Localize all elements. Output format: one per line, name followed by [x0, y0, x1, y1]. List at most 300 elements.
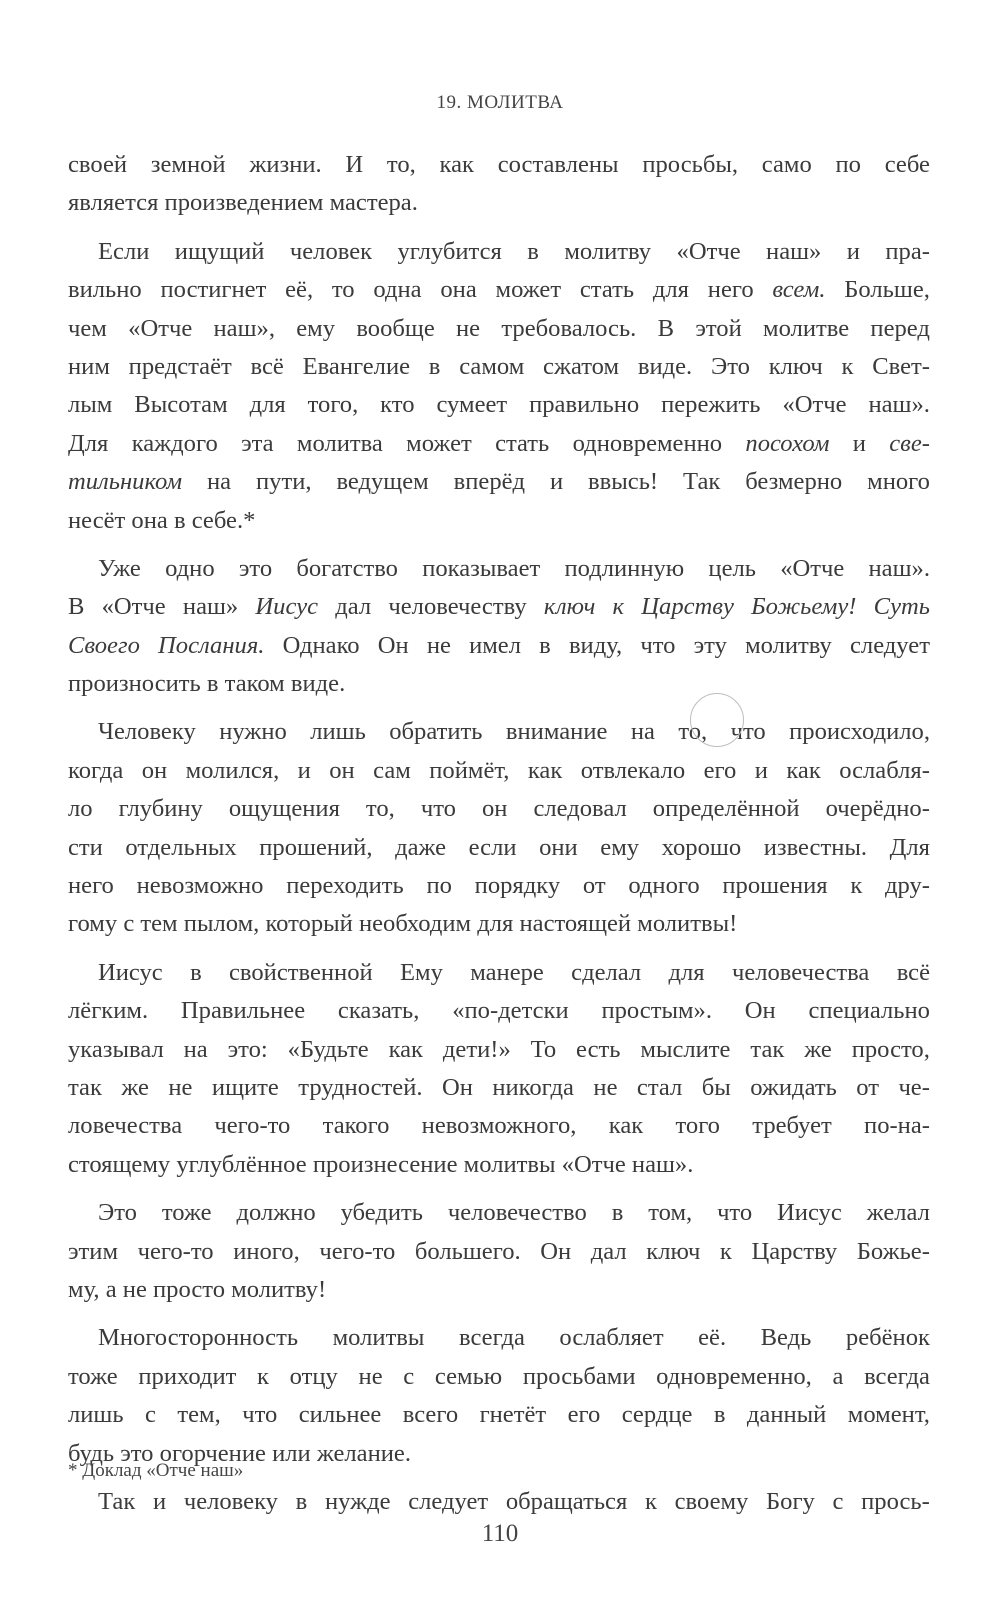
word: Ему	[400, 958, 443, 986]
word: него	[68, 872, 114, 900]
word: наш»,	[213, 314, 275, 342]
text-line	[68, 954, 930, 992]
word: правильно	[529, 391, 640, 419]
word: требует	[752, 1112, 832, 1140]
text-line	[68, 348, 930, 386]
word: вообще	[356, 314, 435, 342]
word: прошения	[722, 872, 828, 900]
word: чего-то	[137, 1237, 214, 1265]
word: огорчение	[159, 1439, 273, 1467]
word: просьбами	[522, 1362, 636, 1390]
word: как	[527, 756, 563, 784]
word: и	[549, 468, 564, 496]
word: одного	[628, 872, 700, 900]
text-line	[68, 1069, 930, 1107]
word: дал	[590, 1237, 627, 1265]
footnote: * Доклад «Отче наш»	[68, 1460, 244, 1481]
word: молитву!	[231, 1275, 327, 1303]
word: Многосторонность	[98, 1324, 299, 1352]
word: что	[730, 718, 766, 746]
word: Иисус	[98, 958, 163, 986]
word: стал	[636, 1073, 683, 1101]
word: того	[675, 1112, 720, 1140]
word: следует	[408, 1487, 489, 1515]
text-line	[68, 1146, 930, 1184]
word: на	[183, 1035, 208, 1063]
word: в	[428, 352, 441, 380]
word: данный	[746, 1401, 827, 1429]
word: Царству	[751, 1237, 838, 1265]
word: виде.	[290, 670, 346, 698]
word: в	[173, 506, 192, 534]
word: в	[611, 1199, 624, 1227]
word: ключ	[543, 593, 596, 621]
word: стать	[495, 429, 550, 457]
word: вперёд	[453, 468, 526, 496]
word: так	[750, 1035, 785, 1063]
word: никогда	[492, 1073, 574, 1101]
word: гнетёт	[479, 1401, 547, 1429]
word: составлены	[497, 151, 619, 178]
word: как	[439, 151, 474, 178]
word: такого	[322, 1112, 390, 1140]
word: то	[331, 276, 355, 304]
word: желал	[866, 1199, 930, 1227]
word: «Отче	[561, 1150, 632, 1178]
word: в	[295, 1487, 308, 1515]
word: дру-	[885, 872, 930, 900]
text-line	[68, 233, 930, 271]
word: убедить	[340, 1199, 423, 1227]
word: посохом	[745, 429, 830, 457]
word: просто	[153, 1275, 232, 1303]
word: него	[707, 276, 754, 304]
word: сильнее	[298, 1401, 382, 1429]
word: самом	[459, 352, 525, 380]
word: Он	[377, 631, 409, 659]
word: простым».	[601, 997, 713, 1025]
word: её,	[285, 276, 314, 304]
word: её.	[698, 1324, 727, 1352]
word: Евангелие	[302, 352, 411, 380]
word: ведущем	[336, 468, 429, 496]
word: от	[856, 1073, 879, 1101]
word: к	[850, 872, 863, 900]
word: в	[527, 237, 539, 265]
word: в	[206, 670, 225, 698]
word: свойственной	[229, 958, 373, 986]
word: хорошо	[661, 833, 742, 861]
word: то,	[365, 795, 395, 823]
word: имел	[469, 631, 521, 659]
word: она	[131, 506, 174, 534]
word: настоящей	[519, 910, 638, 938]
word: следует	[850, 631, 930, 659]
word: Иисус	[255, 593, 319, 621]
text-line	[68, 790, 930, 828]
word: на	[207, 468, 232, 496]
word: что	[242, 1401, 278, 1429]
word: есть	[576, 1035, 621, 1063]
word: нужно	[219, 718, 287, 746]
word: ослабля-	[839, 756, 930, 784]
word: ним	[68, 352, 110, 380]
word: В	[68, 593, 85, 621]
word: и	[754, 756, 768, 784]
word: «по-детски	[452, 997, 569, 1025]
word: к	[257, 1362, 269, 1390]
word: обращаться	[505, 1487, 628, 1515]
word: эту	[693, 631, 727, 659]
word: че-	[898, 1073, 930, 1101]
word: Это	[98, 1199, 137, 1227]
word: или	[272, 1439, 317, 1467]
word: пути,	[256, 468, 312, 496]
word: ключ	[646, 1237, 701, 1265]
word: момент,	[847, 1401, 930, 1429]
word: всё	[896, 958, 930, 986]
word: не	[358, 1362, 383, 1390]
word: Иисус	[777, 1199, 842, 1227]
word: обратить	[389, 718, 483, 746]
word: отвлекало	[580, 756, 686, 784]
word: что	[717, 1199, 753, 1227]
word: стать	[579, 276, 635, 304]
text-line	[68, 992, 930, 1030]
word: пылом,	[183, 910, 266, 938]
text-line	[68, 1319, 930, 1357]
text-line	[68, 1396, 930, 1434]
word: Уже	[98, 554, 141, 582]
text-line	[68, 146, 930, 184]
word: переходить	[286, 872, 404, 900]
word: своей	[68, 151, 128, 178]
word: желание.	[316, 1439, 411, 1467]
text-line	[68, 1483, 930, 1521]
text-line	[68, 502, 930, 540]
word: и	[852, 429, 866, 457]
word: же	[121, 1073, 149, 1101]
word: виду,	[568, 631, 623, 659]
word: В	[657, 314, 675, 342]
page-number: 110	[481, 1520, 519, 1547]
word: сумеет	[436, 391, 508, 419]
word: стоящему	[68, 1150, 177, 1178]
word: Суть	[873, 593, 930, 621]
word: человеку	[183, 1487, 278, 1515]
word: богатство	[296, 554, 398, 582]
text-line	[68, 713, 930, 751]
word: к	[841, 352, 854, 380]
word: его	[703, 756, 737, 784]
word: одновременно,	[656, 1362, 812, 1390]
word: «Отче	[782, 391, 847, 419]
word: Это	[710, 352, 750, 380]
word: Послания.	[158, 631, 265, 659]
word: показывает	[422, 554, 541, 582]
word: жизни.	[249, 151, 322, 178]
word: наш»	[182, 593, 239, 621]
word: его	[567, 1401, 601, 1429]
running-head: 19. МОЛИТВА	[436, 92, 564, 113]
word: Человеку	[98, 718, 196, 746]
word: углублённое	[176, 1150, 313, 1178]
word: Так	[98, 1487, 136, 1515]
word: Он	[540, 1237, 572, 1265]
word: что	[420, 795, 456, 823]
word: таком	[224, 670, 291, 698]
word: лёгким.	[68, 997, 149, 1025]
text-line	[68, 829, 930, 867]
word: как	[786, 756, 821, 784]
word: что	[640, 631, 676, 659]
text-line	[68, 425, 930, 463]
text-line	[68, 1233, 930, 1271]
word: молитвы	[463, 1150, 562, 1178]
word: человечеству	[388, 593, 527, 621]
word: вильно	[68, 276, 142, 304]
word: сам	[373, 756, 411, 784]
word: наш».	[868, 391, 930, 419]
text-line	[68, 463, 930, 501]
word: тоже	[68, 1362, 118, 1390]
word: очерёдно-	[825, 795, 930, 823]
word: не	[456, 314, 481, 342]
word: произведением	[164, 189, 330, 217]
word: безмерно	[745, 468, 843, 496]
word: к	[644, 1487, 657, 1515]
word: молитвы	[332, 1324, 425, 1352]
word: предстаёт	[128, 352, 232, 380]
word: с	[145, 1401, 156, 1429]
word: Божье-	[856, 1237, 930, 1265]
word: ожидать	[750, 1073, 837, 1101]
text-line	[68, 271, 930, 309]
word: Свет-	[872, 352, 930, 380]
word: себе	[884, 151, 930, 178]
word: одновременно	[572, 429, 723, 457]
word: Для	[889, 833, 930, 861]
word: тем	[140, 910, 184, 938]
text-line	[68, 550, 930, 588]
word: чего-то	[319, 1237, 396, 1265]
word: это	[238, 554, 273, 582]
word: для	[668, 958, 705, 986]
word: прось-	[861, 1487, 930, 1515]
word: то,	[678, 718, 708, 746]
word: к	[719, 1237, 732, 1265]
word: том,	[648, 1199, 693, 1227]
word: Для	[68, 429, 109, 457]
word: он	[329, 756, 355, 784]
word: будь	[68, 1439, 121, 1467]
word: И	[345, 151, 364, 178]
word: так	[68, 1073, 102, 1101]
word: много	[867, 468, 930, 496]
word: Своего	[68, 631, 140, 659]
word: того,	[307, 391, 359, 419]
word: невозможного,	[421, 1112, 577, 1140]
word: Так	[683, 468, 721, 496]
word: чем	[68, 314, 107, 342]
word: и	[846, 237, 860, 265]
word: порядку	[474, 872, 561, 900]
word: сказать,	[337, 997, 420, 1025]
word: молитве	[763, 314, 850, 342]
word: Ведь	[760, 1324, 812, 1352]
word: а	[832, 1362, 844, 1390]
word: указывал	[68, 1035, 164, 1063]
word: наш»	[766, 237, 822, 265]
word: может	[406, 429, 472, 457]
text-line	[68, 752, 930, 790]
word: специально	[808, 997, 930, 1025]
word: то,	[386, 151, 416, 178]
word: мастера.	[329, 189, 418, 217]
word: и	[297, 756, 311, 784]
word: определённой	[652, 795, 800, 823]
word: всегда	[458, 1324, 525, 1352]
word: виде.	[637, 352, 693, 380]
text-line	[68, 1031, 930, 1069]
word: мыслите	[640, 1035, 731, 1063]
word: это	[120, 1439, 160, 1467]
word: тем,	[177, 1401, 221, 1429]
word: лым	[68, 391, 113, 419]
word: ищущий	[174, 237, 265, 265]
word: по	[835, 151, 861, 178]
word: То	[530, 1035, 557, 1063]
word: тоже	[161, 1199, 212, 1227]
word: он	[481, 795, 508, 823]
word: молился,	[185, 756, 280, 784]
word: на	[630, 718, 655, 746]
word: ввысь!	[588, 468, 659, 496]
word: же	[804, 1035, 832, 1063]
text-line	[68, 310, 930, 348]
word: отцу	[289, 1362, 338, 1390]
word: само	[761, 151, 812, 178]
text-line	[68, 184, 930, 222]
word: углубится	[397, 237, 502, 265]
word: гому	[68, 910, 124, 938]
word: пра-	[885, 237, 930, 265]
word: ослабляет	[559, 1324, 664, 1352]
word: прошений,	[259, 833, 373, 861]
word: а	[105, 1275, 123, 1303]
word: ему	[296, 314, 336, 342]
word: если	[468, 833, 517, 861]
word: большего.	[414, 1237, 521, 1265]
word: сердце	[621, 1401, 693, 1429]
word: Богу	[766, 1487, 815, 1515]
word: отдельных	[125, 833, 237, 861]
word: не	[168, 1073, 193, 1101]
word: земной	[150, 151, 226, 178]
word: нужде	[324, 1487, 391, 1515]
text-line	[68, 386, 930, 424]
word: «Будьте	[287, 1035, 369, 1063]
word: подлинную	[564, 554, 685, 582]
word: происходило,	[789, 718, 930, 746]
word: по	[426, 872, 452, 900]
word: сжатом	[543, 352, 620, 380]
word: необходим	[358, 910, 478, 938]
word: человечества	[731, 958, 870, 986]
word: одна	[373, 276, 422, 304]
word: с	[123, 910, 141, 938]
word: как	[608, 1112, 644, 1140]
word: всем.	[772, 276, 826, 304]
word: одно	[165, 554, 215, 582]
word: Если	[98, 237, 150, 265]
word: Божьему!	[751, 593, 857, 621]
word: просто,	[851, 1035, 930, 1063]
word: иного,	[233, 1237, 300, 1265]
word: этой	[695, 314, 742, 342]
word: перед	[870, 314, 930, 342]
word: для	[477, 910, 520, 938]
word: манере	[470, 958, 544, 986]
word: Однако	[282, 631, 360, 659]
word: пережить	[661, 391, 761, 419]
word: несёт	[68, 506, 132, 534]
word: «Отче	[676, 237, 741, 265]
word: му,	[68, 1275, 106, 1303]
word: является	[68, 189, 165, 217]
word: в	[539, 631, 551, 659]
word: дал	[335, 593, 372, 621]
word: лишь	[68, 1401, 124, 1429]
word: Царству	[641, 593, 734, 621]
word: Он	[744, 997, 776, 1025]
text-line	[68, 588, 930, 626]
word: в	[713, 1401, 726, 1429]
text-line	[68, 1194, 930, 1232]
word: приходит	[138, 1362, 237, 1390]
word: этим	[68, 1237, 119, 1265]
word: лишь	[310, 718, 366, 746]
word: семью	[434, 1362, 503, 1390]
word: Больше,	[844, 276, 930, 304]
word: внимание	[505, 718, 608, 746]
word: когда	[68, 756, 124, 784]
word: невозможно	[136, 872, 264, 900]
word: ловечества	[68, 1112, 183, 1140]
word: по-на-	[864, 1112, 930, 1140]
word: себе.*	[191, 506, 256, 534]
word: чего-то	[214, 1112, 291, 1140]
word: произносить	[68, 670, 207, 698]
word: наш».	[868, 554, 930, 582]
text-line	[68, 627, 930, 665]
word: эта	[241, 429, 274, 457]
word: они	[539, 833, 578, 861]
word: наш».	[631, 1150, 694, 1178]
word: она	[440, 276, 477, 304]
word: цель	[708, 554, 756, 582]
word: сти	[68, 833, 103, 861]
word: с	[403, 1362, 415, 1390]
word: ло	[68, 795, 93, 823]
word: человек	[289, 237, 373, 265]
word: кто	[380, 391, 415, 419]
word: сделал	[571, 958, 642, 986]
word: «Отче	[780, 554, 845, 582]
text-line	[68, 665, 930, 703]
word: бы	[701, 1073, 731, 1101]
word: и	[152, 1487, 167, 1515]
